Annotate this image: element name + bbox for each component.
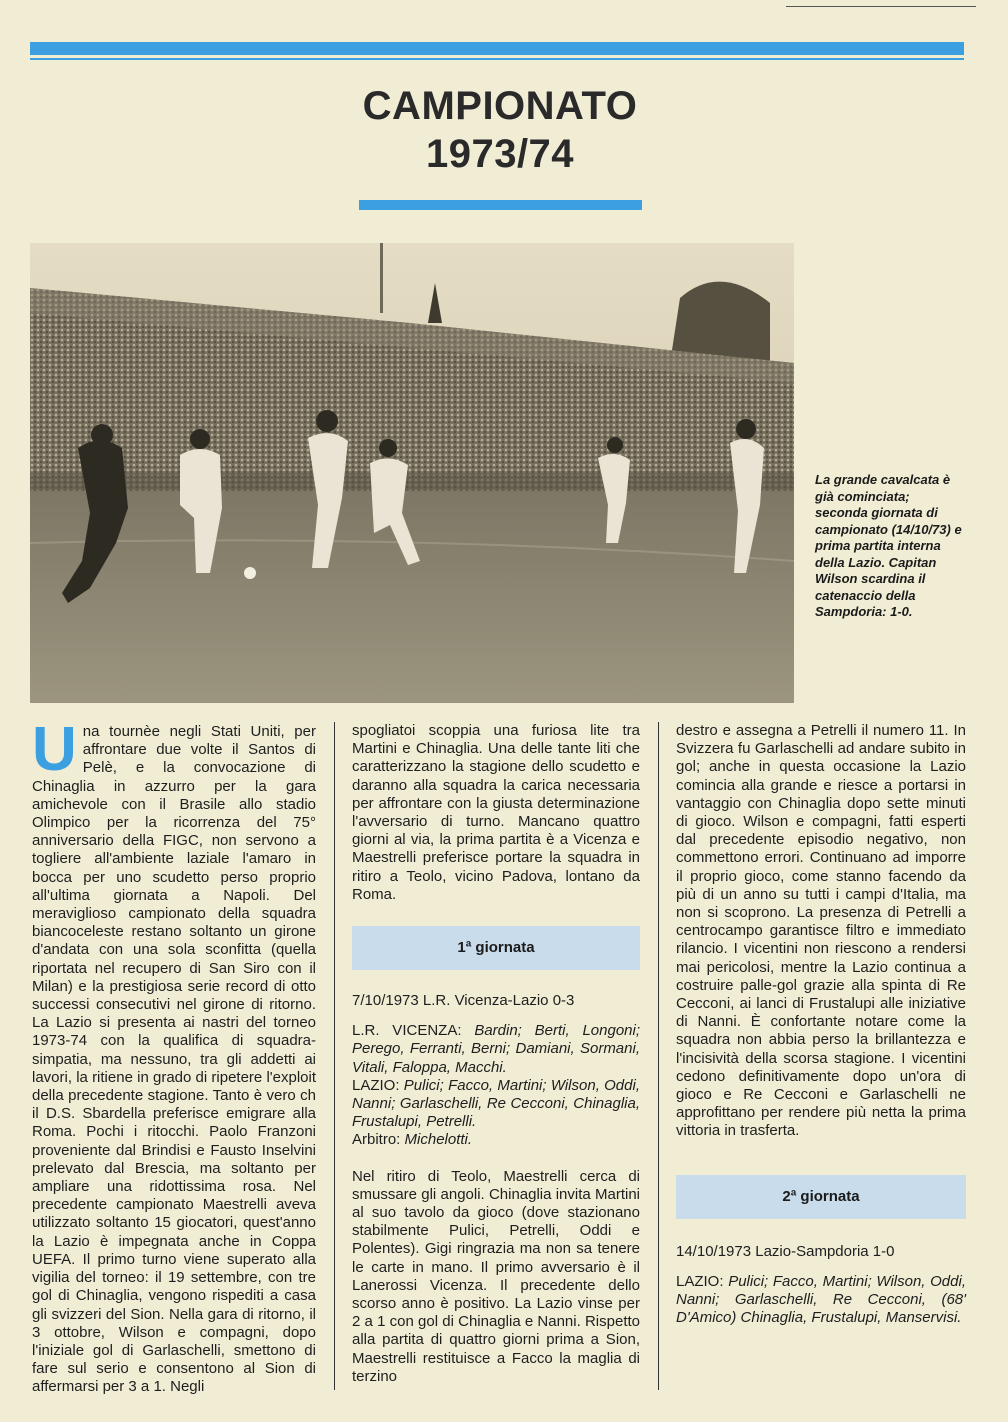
top-blue-stripe-thin [30,58,964,60]
column-divider-1 [334,722,335,1390]
referee-name: Michelotti. [404,1131,473,1149]
article-text-col2-continued: Nel ritiro di Teolo, Maestrelli cerca di smussare gli angoli. Chinaglia invita Martini al suo tavolo da gioco (dove stazionano stabilmente Pulici, Petrelli, Oddi e Polentes). Gigi ringrazia ma non sa tenere le carte in mano. Il primo avversario è il Lanerossi Vicenza. Il precedente dello scorso anno è positivo. La Lazio vinse per 2 a 1 con gol di Chinaglia e Nanni. Rispetto alla partita di quattro giorni prima a Sion, Maestrelli restituisce a Facco la maglia di terzino [352,1167,640,1385]
lineup-label: LAZIO: [352,1076,400,1094]
lineup-label: L.R. VICENZA: [352,1022,462,1040]
article-column-3 [676,722,966,1327]
article-text-col3: destro e assegna a Petrelli il numero 11. In Svizzera fu Garlaschelli ad andare subito in gol; anche in questa occasione la Lazio comincia alla grande e riesce a portarsi in vantaggio con Chinaglia dopo sette minuti di gioco. Wilson e compagni, fatti esperti dal precedente episodio negativo, non commettono errori. Continuano ad imporre il proprio gioco, come stanno facendo da più di un anno su tutti i campi d'Italia, ma non si scoprono. La presenza di Petrelli a centrocampo garantisce filtro e immediato rilancio. I vicentini non riescono a rendersi mai pericolosi, mentre la Lazio continua a costruire palle-gol grazie alla spinta di Re Cecconi, ai lanci di Frustalupi alle iniziative di Nanni. È confortante notare come la squadra non abbia perso la brillantezza e l'incisività della scorsa stagione. I vicentini cedono definitivamente dopo un'ora di gioco e Re Cecconi e Garlaschelli ne approfittano per rendere più netta la prima vittoria in trasferta. [676,722,966,1140]
photo-caption: La grande cavalcata è già cominciata; seconda giornata di campionato (14/10/73) e prima partita interna della Lazio. Capitan Wilson scardina il catenaccio della Sampdoria: 1-0. [815,472,962,619]
round-2-heading: 2ª giornata [676,1175,966,1219]
lineup-players: Bardin; Berti, Longoni; Perego, Ferranti, Berni; Damiani, Sormani, Vitali, Faloppa, Macchi. [352,1022,641,1076]
round-1-lineup-lazio [352,1077,640,1132]
match-photo [30,243,794,703]
article-text-col1: na tournèe negli Stati Uniti, per affrontare due volte il Santos di Pelè, e la convocazione di Chinaglia in azzurro per la gara amichevole con il Brasile allo stadio Olimpico per la ricorrenza del 75° anniversario della FIGC, non servono a togliere all'ambiente laziale l'amaro in bocca per uno scudetto perso proprio all'ultima giornata a Napoli. Del meraviglioso campionato della squadra biancoceleste restano soltanto un girone d'andata con una sola sconfitta (quella riportata nel recupero di San Siro con il Milan) e la prestigiosa serie record di otto successi consecutivi nel girone di ritorno. La Lazio si presenta ai nastri del torneo 1973-74 con la qualifica di squadra-simpatia, ma nessuno, tra gli addetti ai lavori, la ritiene in grado di ripetere l'exploit della precedente stagione. Tanto è vero ch il D.S. Sbardella preferisce emigrare alla Roma. Pochi i ritocchi. Paolo Franzoni proveniente dal Brindisi e Fausto Inselvini prelevato dal Brescia, ma soltanto per ampliare una ridottissima rosa. Nel precedente campionato Maestrelli aveva utilizzato soltanto 15 giocatori, quest'anno la Lazio è impegnata anche in Coppa UEFA. Il primo turno viene superato alla vigilia del torneo: il 19 settembre, con tre gol di Chinaglia, vengono rispediti a casa gli svizzeri del Sion. Nella gara di ritorno, il 3 ottobre, Wilson e compagni, dopo l'iniziale gol di Garlaschelli, smettono di fare sul serio e consentono al Sion di affermarsi per 3 a 1. Negli [32,723,316,1396]
lineup-players: Pulici; Facco, Martini; Wilson, Oddi, Nanni; Garlaschelli, Re Cecconi, Chinaglia, Frustalupi, Petrelli. [352,1076,640,1131]
round-1-result: 7/10/1973 L.R. Vicenza-Lazio 0-3 [352,992,575,1010]
article-column-1 [32,715,316,1397]
match-photo-illustration [30,243,794,703]
title-line-1: CAMPIONATO [362,84,638,128]
referee-label: Arbitro: [352,1131,401,1149]
top-right-rule [786,6,976,7]
round-2-lineup-lazio [676,1273,966,1328]
article-column-2 [352,722,640,1386]
round-1-heading: 1ª giornata [352,926,640,970]
lineup-label: LAZIO: [676,1272,724,1290]
article-paragraph-1 [32,715,316,1397]
article-text-col2: spogliatoi scoppia una furiosa lite tra Martini e Chinaglia. Una delle tante liti che caratterizzano la stagione dello scudetto e daranno alla squadra la carica necessaria per affrontare con la giusta determinazione l'avversario di turno. Mancano quattro giorni al via, la prima partita è a Vicenza e Maestrelli preferisce portare la squadra in ritiro a Teolo, vicino Padova, lontano da Roma. [352,722,640,903]
top-blue-stripe [30,42,964,55]
round-1-referee [352,1131,640,1149]
title-line-2: 1973/74 [425,132,575,176]
round-1-lineup-vicenza [352,1022,640,1077]
lineup-players: Pulici; Facco, Martini; Wilson, Oddi, Nanni; Garlaschelli, Re Cecconi, (68' D'Amico) Chinaglia, Frustalupi, Manservisi. [676,1272,966,1327]
column-divider-2 [658,722,659,1390]
round-2-result: 14/10/1973 Lazio-Sampdoria 1-0 [676,1242,895,1260]
page-title [300,82,700,178]
title-underline [359,200,642,210]
drop-cap: U [32,715,77,784]
